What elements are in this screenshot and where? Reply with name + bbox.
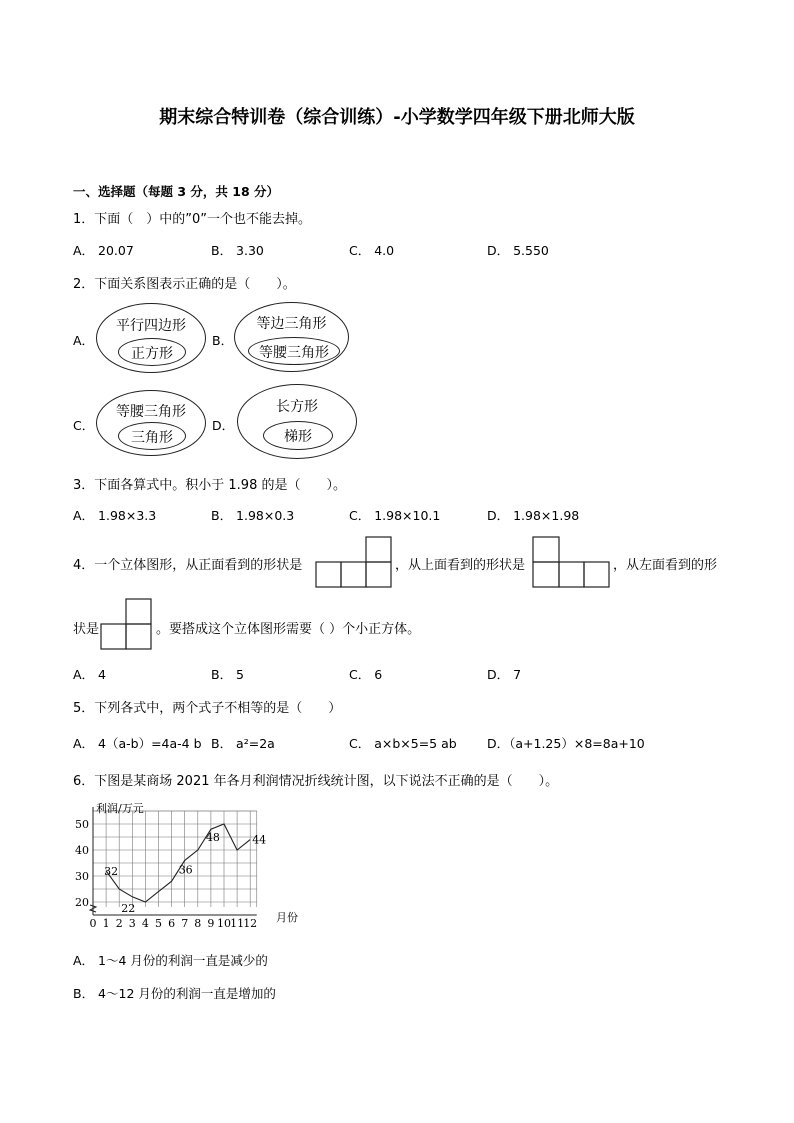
q5-option-b: B． a²=2a	[211, 736, 275, 751]
inner-label: 正方形	[131, 346, 173, 362]
q5-option-d: D．（a+1.25）×8=8a+10	[487, 736, 645, 751]
question-4-stem-part-2: ，从上面看到的形状是	[395, 558, 526, 573]
x-tick-label: 10	[217, 917, 231, 930]
q6-option-a: A． 1～4 月份的利润一直是减少的	[73, 953, 268, 968]
q5-option-c: C． a×b×5=5 ab	[349, 736, 457, 751]
q4-option-c: C． 6	[349, 667, 383, 682]
inner-label: 等腰三角形	[259, 345, 329, 361]
outer-label: 长方形	[276, 399, 318, 415]
inner-label: 梯形	[284, 429, 312, 445]
q1-option-a: A． 20.07	[73, 243, 134, 258]
x-tick-label: 3	[128, 917, 136, 930]
x-tick-label: 6	[168, 917, 176, 930]
top-view-figure	[531, 535, 611, 588]
q3-option-a: A． 1.98×3.3	[73, 508, 157, 523]
x-tick-label: 5	[155, 917, 162, 930]
outer-label: 等边三角形	[256, 316, 327, 332]
data-label: 48	[205, 831, 220, 845]
q2-label-d: D．	[212, 418, 235, 433]
chart-x-axis-label: 月份	[276, 911, 298, 924]
q3-option-b: B． 1.98×0.3	[211, 508, 295, 523]
profit-line-chart	[68, 795, 308, 935]
q1-option-d: D． 5.550	[487, 243, 549, 258]
q3-option-d: D． 1.98×1.98	[487, 508, 580, 523]
q5-option-a: A． 4（a-b）=4a-4 b	[73, 736, 202, 751]
outer-label: 等腰三角形	[116, 404, 186, 420]
axis-break-mark	[90, 905, 96, 912]
y-tick-label: 50	[75, 818, 89, 831]
section-heading: 一、选择题（每题 3 分，共 18 分）	[73, 184, 280, 199]
data-label: 36	[178, 863, 193, 877]
x-tick-label: 7	[181, 917, 189, 930]
question-5-stem: 5．下列各式中，两个式子不相等的是（ ）	[73, 701, 342, 716]
data-label: 22	[121, 901, 136, 915]
left-view-figure	[99, 597, 154, 651]
x-tick-label: 2	[115, 917, 123, 930]
front-view-figure	[315, 535, 393, 588]
page-title: 期末综合特训卷（综合训练）-小学数学四年级下册北师大版	[159, 107, 635, 128]
question-1-stem: 1．下面（ ）中的”0”一个也不能去掉。	[73, 212, 312, 227]
q2-label-a: A．	[73, 333, 95, 348]
q6-option-b: B． 4～12 月份的利润一直是增加的	[73, 986, 276, 1001]
x-tick-label: 0	[89, 917, 97, 930]
data-label: 44	[252, 833, 267, 847]
x-tick-label: 12	[243, 917, 258, 930]
question-6-stem: 6．下图是某商场 2021 年各月利润情况折线统计图，以下说法不正确的是（ ）。	[73, 774, 559, 789]
chart-axes	[90, 807, 257, 915]
q1-option-b: B． 3.30	[211, 243, 264, 258]
x-tick-label: 9	[207, 917, 215, 930]
x-tick-label: 8	[194, 917, 202, 930]
x-tick-label: 4	[141, 917, 149, 930]
chart-y-axis-label: 利润/万元	[96, 802, 144, 815]
q4-option-b: B． 5	[211, 667, 245, 682]
x-tick-label: 11	[230, 917, 245, 930]
y-tick-label: 40	[75, 844, 89, 857]
q2-label-c: C．	[73, 418, 95, 433]
q1-option-c: C． 4.0	[349, 243, 395, 258]
q2-label-b: B．	[212, 333, 234, 348]
x-tick-label: 1	[102, 917, 110, 930]
outer-label: 平行四边形	[116, 318, 186, 334]
question-4-stem-part-4: 状是	[73, 622, 100, 637]
question-3-stem: 3．下面各算式中。积小于 1.98 的是（ ）。	[73, 478, 346, 493]
q4-option-d: D． 7	[487, 667, 522, 682]
y-tick-label: 20	[75, 896, 89, 909]
q3-option-c: C． 1.98×10.1	[349, 508, 441, 523]
data-label: 32	[104, 864, 119, 878]
chart-grid	[93, 811, 257, 907]
y-tick-label: 30	[75, 870, 89, 883]
question-4-stem-part-3: ，从左面看到的形	[613, 558, 718, 573]
question-4-stem-part-1: 4．一个立体图形，从正面看到的形状是	[73, 558, 303, 573]
question-2-stem: 2．下面关系图表示正确的是（ ）。	[73, 277, 296, 292]
inner-label: 三角形	[131, 430, 173, 446]
q4-option-a: A． 4	[73, 667, 106, 682]
question-4-stem-part-5: 。要搭成这个立体图形需要（ ）个小正方体。	[156, 622, 421, 637]
